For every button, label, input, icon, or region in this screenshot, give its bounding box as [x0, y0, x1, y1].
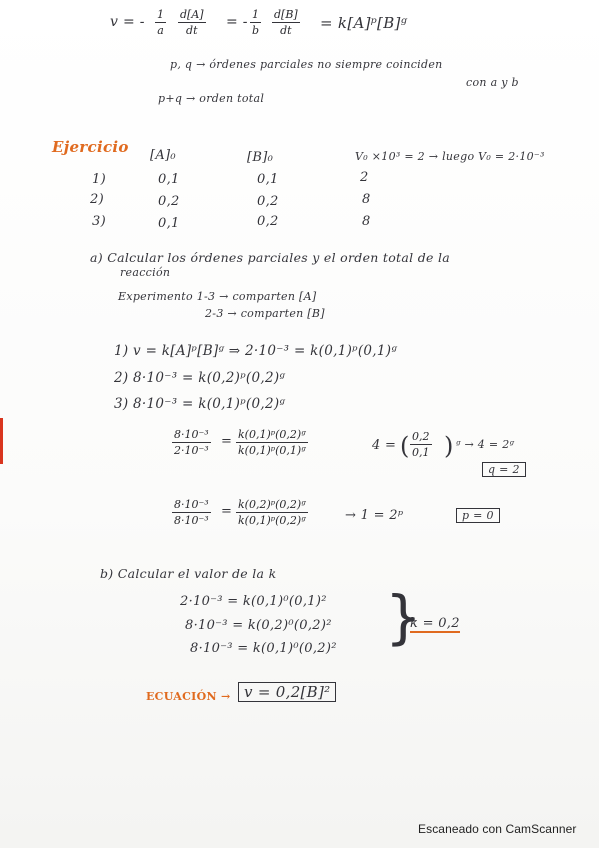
paren-open: ( — [400, 432, 410, 460]
col-header-v: V₀ ×10³ = 2 → luego V₀ = 2·10⁻³ — [355, 150, 545, 163]
ratio1-right: $\frac{\text{k(0,1)ᵖ(0,2)ᵍ}}{\text{k(0,1)ᵖ(0,1)ᵍ}}$ — [238, 428, 306, 457]
equals: = — [221, 504, 233, 519]
equation-3: 3) 8·10⁻³ = k(0,1)ᵖ(0,2)ᵍ — [114, 396, 286, 412]
final-equation: v = 0,2[B]² — [238, 682, 336, 702]
fraction-4: $\frac{d[B]}{dt}$ — [274, 8, 298, 37]
q-fraction: $\frac{0,2}{0,1}$ — [412, 430, 430, 459]
p-eq: → 1 = 2ᵖ — [345, 508, 404, 523]
col-header-a: [A]₀ — [150, 148, 176, 163]
part-a-prompt-cont: reacción — [120, 266, 171, 279]
equation-label: ECUACIÓN → — [146, 690, 231, 703]
equation-1: 1) v = k[A]ᵖ[B]ᵍ ⇒ 2·10⁻³ = k(0,1)ᵖ(0,1)ᵍ — [114, 343, 398, 359]
k-result: k = 0,2 — [410, 616, 460, 631]
equals: = — [221, 434, 233, 449]
equation-2: 2) 8·10⁻³ = k(0,2)ᵖ(0,2)ᵍ — [114, 370, 286, 386]
margin-mark — [0, 418, 3, 464]
experiment-line-2: 2-3 → comparten [B] — [205, 307, 325, 320]
part-b-prompt: b) Calcular el valor de la k — [100, 566, 277, 581]
rate-law: = k[A]ᵖ[B]ᵍ — [320, 14, 407, 32]
fraction-2: $\frac{d[A]}{dt}$ — [180, 8, 204, 37]
v-prefix: v = - — [110, 14, 145, 30]
note-line-1: p, q → órdenes parciales no siempre coinciden — [170, 58, 443, 71]
q-result: q = 2 — [482, 462, 526, 477]
footer-watermark: Escaneado con CamScanner — [418, 822, 577, 836]
q-eq-left: 4 = — [372, 438, 397, 453]
part-b-eq-3: 8·10⁻³ = k(0,1)⁰(0,2)² — [190, 641, 337, 656]
ratio2-right: $\frac{\text{k(0,2)ᵖ(0,2)ᵍ}}{\text{k(0,1)ᵖ(0,2)ᵍ}}$ — [238, 498, 306, 527]
col-header-b: [B]₀ — [247, 150, 274, 165]
eq1: = - — [226, 14, 248, 30]
ratio1-left: $\frac{\text{8·10⁻³}}{\text{2·10⁻³}}$ — [174, 428, 209, 457]
paren-close: ) — [444, 432, 454, 460]
fraction-3: $\frac{1}{b}$ — [251, 8, 260, 37]
part-b-eq-1: 2·10⁻³ = k(0,1)⁰(0,1)² — [180, 594, 327, 609]
experiment-line-1: Experimento 1-3 → comparten [A] — [118, 290, 317, 303]
exercise-title: Ejercicio — [52, 138, 129, 156]
note-line-3: p+q → orden total — [158, 92, 265, 105]
ratio2-left: $\frac{\text{8·10⁻³}}{\text{8·10⁻³}}$ — [174, 498, 209, 527]
fraction-1: $\frac{1}{a}$ — [157, 8, 164, 37]
note-line-2: con a y b — [466, 76, 519, 89]
brace: } — [385, 583, 422, 651]
p-result: p = 0 — [456, 508, 500, 523]
q-eq-right: ᵍ → 4 = 2ᵍ — [456, 438, 515, 451]
part-a-prompt: a) Calcular los órdenes parciales y el orden total de la — [90, 250, 451, 265]
part-b-eq-2: 8·10⁻³ = k(0,2)⁰(0,2)² — [185, 618, 332, 633]
